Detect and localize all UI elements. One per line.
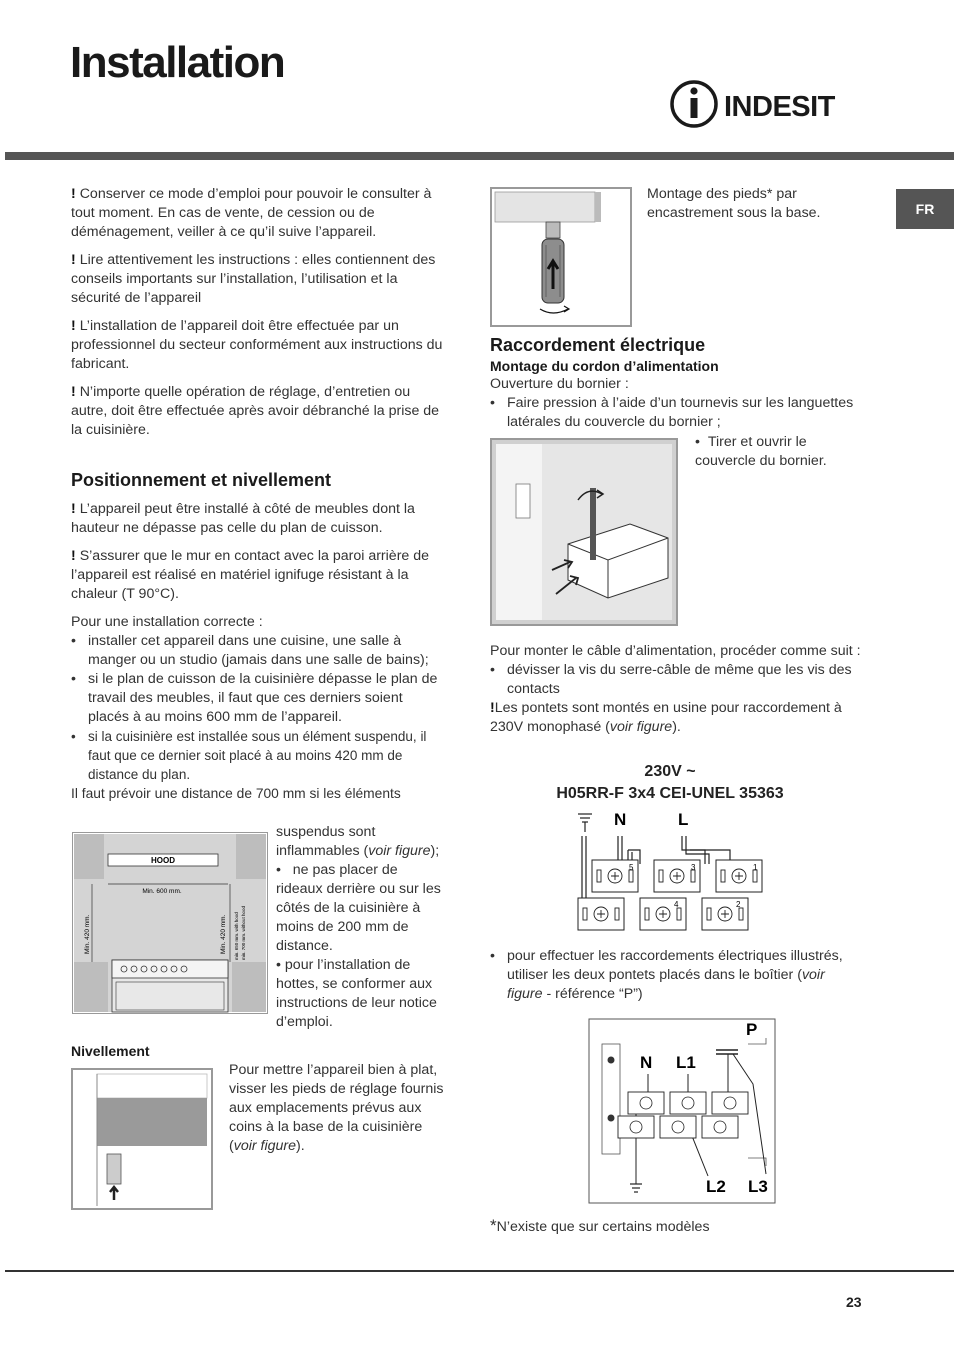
correct-install-intro: Pour une installation correcte :: [71, 614, 263, 630]
intro-warnings: [71, 185, 446, 440]
diagram-title: [490, 761, 850, 805]
list-item: • Faire pression à l’aide d’un tournevis sur les languettes latérales du couvercle du bornier ;: [490, 394, 865, 432]
footnote-star: *: [490, 1216, 497, 1235]
indesit-logo: [668, 76, 868, 132]
warning-paragraph: ! L’installation de l’appareil doit être effectuée par un professionnel du secteur conformément aux instructions du fabricant.: [71, 318, 443, 372]
list-item: • si le plan de cuisson de la cuisinière dépasse le plan de travail des meubles, il faut que ces derniers soient placés à au moins 600 mm de l’appareil.: [71, 670, 446, 727]
terminal-open-text: [490, 375, 865, 432]
terminal-5-label: 5: [629, 863, 634, 872]
list-item: • dévisser la vis du serre-câble de même que les vis des contacts: [490, 661, 865, 699]
hood-side-text: [276, 823, 448, 1032]
neutral-label: N: [640, 1053, 653, 1072]
section-title-positioning: Positionnement et nivellement: [71, 470, 332, 490]
l3-label: L3: [748, 1177, 768, 1196]
feet-paragraph: Montage des pieds* par encastrement sous la base.: [647, 186, 821, 221]
bridge-p-label: P: [746, 1020, 758, 1039]
terminal-2-label: 2: [736, 900, 741, 909]
cable-mount-text: [490, 642, 865, 737]
warning-paragraph: ! Conserver ce mode d’emploi pour pouvoir le consulter à tout moment. En cas de vente, de cession ou de déménagement, veiller à ce qu’il suive l’appareil.: [71, 186, 432, 240]
bridges-usage-text: [490, 947, 850, 1004]
list-item: • Tirer et ouvrir le couvercle du bornier.: [695, 434, 827, 469]
header-rule: [5, 152, 954, 160]
wiring-diagram-single-phase: [570, 808, 775, 934]
cable-spec-label: H05RR-F 3x4 CEI-UNEL 35363: [556, 785, 784, 802]
with-hood-label: min. 650 mm. with hood: [234, 912, 239, 960]
cord-title: Montage du cordon d’alimentation: [490, 358, 719, 374]
terminal-4-label: 4: [674, 900, 679, 909]
positioning-text: [71, 500, 446, 803]
feet-text: [647, 185, 847, 223]
min-420-right-label: Min. 420 mm.: [220, 914, 227, 954]
mount-cable: Pour monter le câble d’alimentation, procéder comme suit :: [490, 643, 861, 659]
page-title: Installation: [70, 38, 285, 87]
list-item: • si la cuisinière est installée sous un élément suspendu, il faut que ce dernier soit placé à au moins 420 mm de distance du plan.: [71, 727, 446, 784]
section-title-electrical: Raccordement électrique: [490, 335, 706, 355]
footnote-text: N’existe que sur certains modèles: [496, 1219, 710, 1235]
leveling-figure: [71, 1068, 213, 1210]
language-badge: FR: [896, 189, 954, 229]
list-item: • pour l’installation de hottes, se conformer aux instructions de leur notice d’emploi.: [276, 957, 437, 1030]
terminal-1-label: 1: [753, 863, 758, 872]
brand-name: INDESIT: [724, 91, 835, 123]
pull-text: [695, 433, 855, 471]
footer-rule: [5, 1270, 954, 1272]
leveling-title: Nivellement: [71, 1043, 150, 1059]
warning-paragraph: ! S’assurer que le mur en contact avec la paroi arrière de l’appareil est réalisé en matériel ignifuge résistant à la chaleur (T 90°C).: [71, 548, 430, 602]
line-label: L: [678, 810, 689, 829]
page-number: 23: [846, 1294, 862, 1310]
terminal-box-figure: [490, 438, 678, 626]
leveling-paragraph: Pour mettre l’appareil bien à plat, visser les pieds de réglage fournis aux emplacements prévus aux coins à la base de la cuisinière (voir figure).: [229, 1062, 444, 1154]
distance-rest: suspendus sont inflammables (voir figure);: [276, 824, 440, 859]
terminal-open: Ouverture du bornier :: [490, 376, 629, 392]
list-item: • installer cet appareil dans une cuisine, une salle à manger ou un studio (jamais dans une salle de bains);: [71, 632, 446, 670]
warning-paragraph: ! Lire attentivement les instructions : elles contiennent des conseils importants sur l’installation, l’utilisation et la sécurité de l’appareil: [71, 252, 436, 306]
distance-line: Il faut prévoir une distance de 700 mm si les éléments: [71, 786, 401, 801]
feet-mounting-figure: [490, 187, 632, 327]
hood-label: HOOD: [151, 856, 175, 865]
footnote: [490, 1216, 850, 1237]
l2-label: L2: [706, 1177, 726, 1196]
warning-paragraph: ! L’appareil peut être installé à côté de meubles dont la hauteur ne dépasse pas celle du plan de cuisson.: [71, 501, 415, 536]
without-hood-label: min. 700 mm. without hood: [241, 905, 246, 960]
voltage-label: 230V ~: [644, 763, 696, 780]
wiring-diagram-bridges: [588, 1018, 776, 1204]
neutral-label: N: [614, 810, 627, 829]
hood-distance-figure: [72, 832, 268, 1014]
terminal-3-label: 3: [691, 863, 696, 872]
warning-paragraph: ! N’importe quelle opération de réglage, d’entretien ou autre, doit être effectuée après avoir débranché la prise de la cuisinière.: [71, 384, 440, 438]
min-600-label: Min. 600 mm.: [142, 888, 182, 895]
list-item: • pour effectuer les raccordements électriques illustrés, utiliser les deux pontets placés dans le boîtier (voir figure - référence “P”): [490, 947, 850, 1004]
list-item: • ne pas placer de rideaux derrière ou sur les côtés de la cuisinière à moins de 200 mm de distance.: [276, 862, 441, 954]
bridges-paragraph: !Les pontets sont montés en usine pour raccordement à 230V monophasé (voir figure).: [490, 700, 842, 735]
min-420-left-label: Min. 420 mm.: [84, 914, 91, 954]
leveling-text: [229, 1061, 447, 1156]
l1-label: L1: [676, 1053, 696, 1072]
